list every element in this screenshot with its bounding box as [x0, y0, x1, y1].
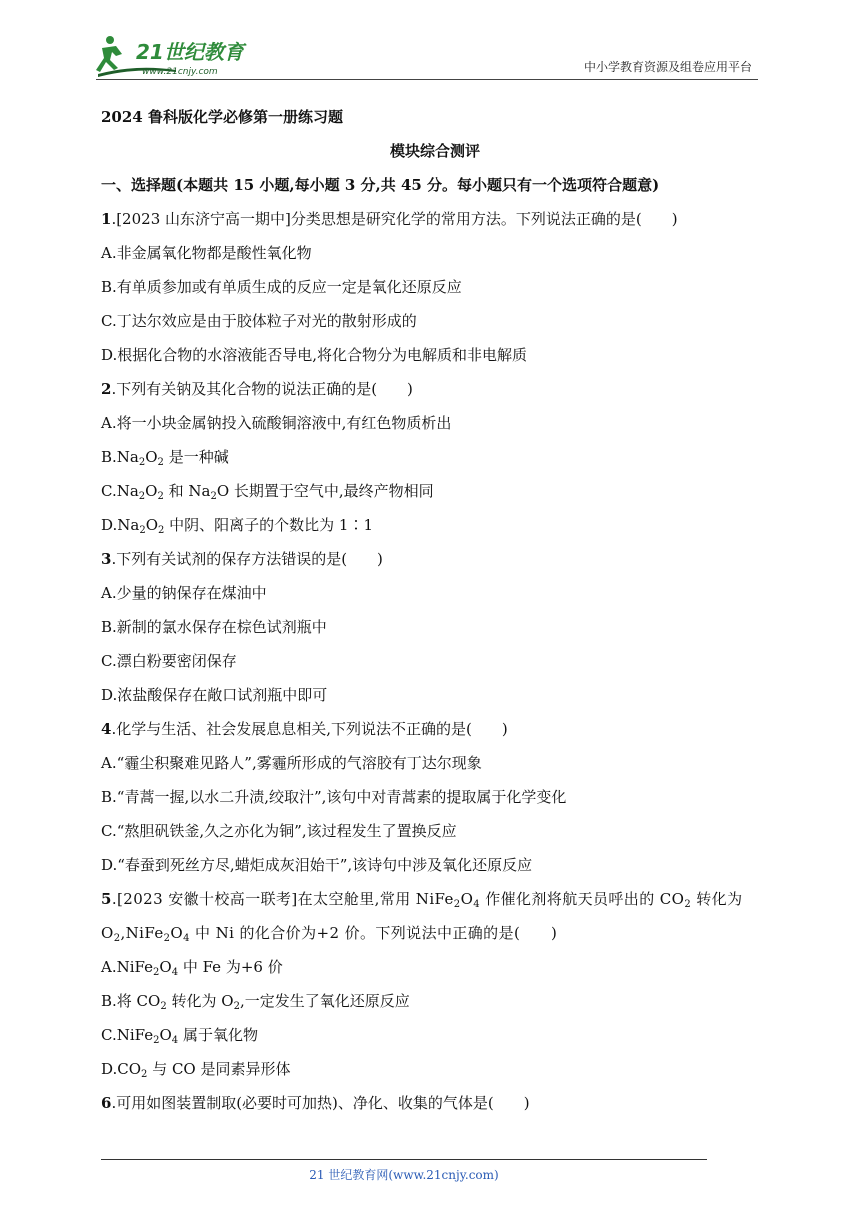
question-1-stem	[101, 202, 769, 236]
section-heading	[101, 168, 769, 202]
question-text: .[2023 山东济宁高一期中]分类思想是研究化学的常用方法。下列说法正确的是( )	[111, 210, 678, 228]
footer-divider	[101, 1159, 707, 1160]
section-text: 一、选择题(本题共 15 小题,每小题 3 分,共 45 分。每小题只有一个选项符合题意)	[101, 176, 660, 194]
option-a: A.非金属氧化物都是酸性氧化物	[101, 244, 312, 262]
question-number: 1	[101, 210, 112, 228]
question-3-stem	[101, 542, 769, 576]
question-text: .化学与生活、社会发展息息相关,下列说法不正确的是( )	[111, 720, 508, 738]
question-2-stem	[101, 372, 769, 406]
question-number: 4	[101, 720, 112, 738]
logo-21cnjy	[96, 34, 266, 80]
platform-label: 中小学教育资源及组卷应用平台	[583, 60, 752, 74]
option-a: A.“霾尘积聚难见路人”,雾霾所形成的气溶胶有丁达尔现象	[101, 754, 482, 772]
option-b: B.有单质参加或有单质生成的反应一定是氧化还原反应	[101, 278, 462, 296]
doc-subtitle: 模块综合测评	[389, 142, 480, 160]
question-5-stem: 5.[2023 安徽十校高一联考]在太空舱里,常用 $NiFe_2O_4$ 作催化剂将航天员呼出的 $CO_2$ 转化为 $O_2,NiFe_2O_4$ 中 Ni 的化合价为+2 价。下列说法中正确的是( )	[101, 890, 743, 944]
option-c: $C.NiFe_2O_4$ 属于氧化物	[101, 1026, 258, 1046]
option-b: $B.Na_2O_2$ 是一种碱	[101, 448, 229, 468]
option-d: $D.CO_2$ 与 CO 是同素异形体	[101, 1060, 291, 1080]
footer-link[interactable]: 21 世纪教育网(www.21cnjy.com)	[309, 1168, 499, 1182]
question-number: 2	[101, 380, 112, 398]
option-d: $D.Na_2O_2$ 中阴、阳离子的个数比为 1∶1	[101, 516, 374, 536]
page-header	[96, 34, 758, 84]
document-body	[101, 100, 769, 1120]
question-text: .下列有关试剂的保存方法错误的是( )	[111, 550, 383, 568]
option-b: B.“青蒿一握,以水二升渍,绞取汁”,该句中对青蒿素的提取属于化学变化	[101, 788, 567, 806]
question-6-stem	[101, 1086, 769, 1120]
option-b: B.新制的氯水保存在棕色试剂瓶中	[101, 618, 327, 636]
option-a: A.将一小块金属钠投入硫酸铜溶液中,有红色物质析出	[101, 414, 452, 432]
option-c: C.丁达尔效应是由于胶体粒子对光的散射形成的	[101, 312, 417, 330]
question-number: 3	[101, 550, 112, 568]
logo-url: www.21cnjy.com	[142, 67, 218, 77]
question-number: 6	[101, 1094, 112, 1112]
option-a: $A.NiFe_2O_4$ 中 Fe 为+6 价	[101, 958, 283, 978]
option-d: D.浓盐酸保存在敞口试剂瓶中即可	[101, 686, 328, 704]
option-b: B.将 $CO_2$ 转化为 $O_2$,一定发生了氧化还原反应	[101, 992, 410, 1012]
option-d: D.“春蚕到死丝方尽,蜡炬成灰泪始干”,该诗句中涉及氧化还原反应	[101, 856, 533, 874]
option-c: C.“熬胆矾铁釜,久之亦化为铜”,该过程发生了置换反应	[101, 822, 457, 840]
question-text: .可用如图装置制取(必要时可加热)、净化、收集的气体是( )	[111, 1094, 530, 1112]
option-a: A.少量的钠保存在煤油中	[101, 584, 267, 602]
question-text: .下列有关钠及其化合物的说法正确的是( )	[111, 380, 413, 398]
doc-title: 2024 鲁科版化学必修第一册练习题	[101, 108, 343, 126]
option-d: D.根据化合物的水溶液能否导电,将化合物分为电解质和非电解质	[101, 346, 528, 364]
question-4-stem	[101, 712, 769, 746]
logo-text: 21世纪教育	[136, 40, 244, 64]
header-divider	[96, 79, 758, 80]
option-c: C.漂白粉要密闭保存	[101, 652, 237, 670]
option-c: $C.Na_2O_2$ 和 $Na_2O$ 长期置于空气中,最终产物相同	[101, 482, 434, 502]
question-number: 5	[101, 890, 112, 908]
